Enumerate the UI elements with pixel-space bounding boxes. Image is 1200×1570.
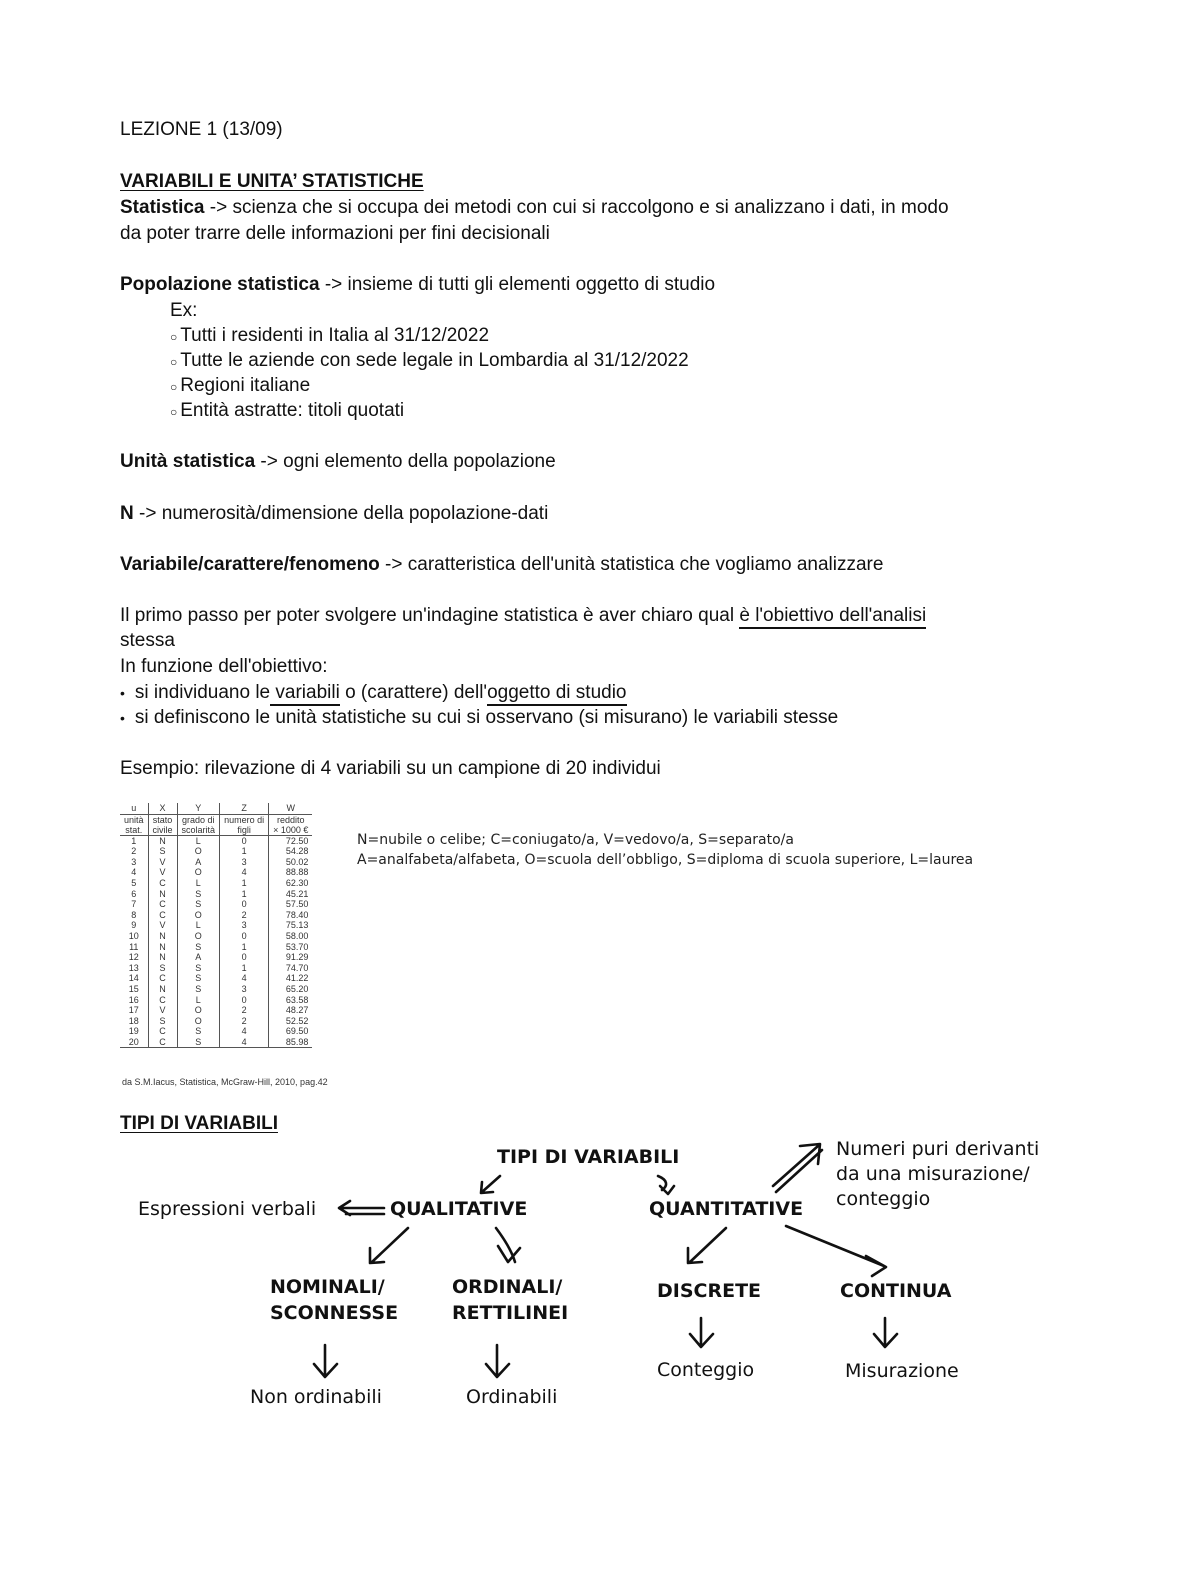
table-cell: 7 — [131, 899, 137, 910]
table-cell: C — [148, 973, 177, 984]
statistica-def-line1: -> scienza che si occupa dei metodi con cui si raccolgono e si analizzano i dati, in modo — [204, 197, 949, 218]
col-header-line: reddito — [276, 814, 305, 825]
lesson-title: LEZIONE 1 (13/09) — [120, 119, 283, 140]
circle-bullet-icon: ○ — [170, 405, 178, 419]
arrow-discrete-down — [690, 1318, 713, 1347]
n-def: -> numerosità/dimensione della popolazione-dati — [133, 503, 549, 524]
table-cell: 4 — [220, 1026, 269, 1037]
table-cell: S — [177, 984, 220, 995]
table-cell: S — [177, 963, 220, 974]
qualitative-note: Espressioni verbali — [138, 1198, 317, 1220]
table-cell: 69.50 — [269, 1026, 313, 1037]
ex-label: Ex: — [170, 300, 198, 321]
arrow-quant-continua — [786, 1226, 886, 1276]
ordinali-node-line: ORDINALI/ — [452, 1276, 563, 1298]
table-cell: N — [148, 931, 177, 942]
table-cell: 52.52 — [269, 1016, 313, 1027]
table-cell: O — [177, 931, 220, 942]
table-cell: 4 — [220, 1037, 269, 1048]
table-cell: 57.50 — [269, 899, 313, 910]
col-symbol: X — [148, 803, 177, 814]
table-cell: 0 — [220, 931, 269, 942]
popolazione-def: -> insieme di tutti gli elementi oggetto di studio — [319, 274, 716, 295]
table-cell: 13 — [128, 962, 139, 973]
col-header-line: stato — [152, 814, 173, 825]
table-cell: 20 — [120, 1037, 148, 1048]
quantitative-note-line: Numeri puri derivanti — [836, 1138, 1040, 1160]
arrow-qual-nominali — [370, 1228, 408, 1263]
ordinali-note: Ordinabili — [466, 1386, 558, 1408]
quantitative-node: QUANTITATIVE — [649, 1198, 804, 1220]
table-source: da S.M.Iacus, Statistica, McGraw-Hill, 2010, pag.42 — [122, 1077, 328, 1087]
table-cell: C — [148, 995, 177, 1006]
table-cell: 1 — [220, 846, 269, 857]
statistica-def-line2: da poter trarre delle informazioni per fini decisionali — [120, 223, 550, 244]
arrow-quant-discrete — [688, 1228, 726, 1263]
table-cell: 75.13 — [269, 920, 313, 931]
legend-line-1: N=nubile o celibe; C=coniugato/a, V=vedovo/a, S=separato/a — [357, 832, 794, 848]
table-cell: 15 — [128, 983, 139, 994]
table-cell: 19 — [128, 1026, 139, 1037]
table-cell: 3 — [131, 856, 137, 867]
table-cell: 0 — [220, 899, 269, 910]
obiettivo-highlight: è l'obiettivo dell'analisi — [739, 605, 926, 629]
table-cell: S — [148, 963, 177, 974]
table-cell: 48.27 — [269, 1005, 313, 1016]
table-cell: V — [148, 920, 177, 931]
table-cell: 58.00 — [269, 931, 313, 942]
table-cell: V — [148, 857, 177, 868]
example-text: Entità astratte: titoli quotati — [180, 400, 405, 421]
table-cell: S — [148, 1016, 177, 1027]
nominali-note: Non ordinabili — [250, 1386, 382, 1408]
statistica-term: Statistica — [120, 197, 205, 218]
arrow-qualitative-note — [339, 1201, 384, 1215]
variabile-def: -> caratteristica dell'unità statistica che vogliamo analizzare — [379, 554, 884, 575]
table-cell: 63.58 — [269, 995, 313, 1006]
col-header-line: stat. — [125, 824, 143, 835]
table-cell: 72.50 — [269, 835, 313, 846]
table-cell: A — [177, 857, 220, 868]
table-cell: C — [148, 1037, 177, 1048]
col-header-line: grado di — [182, 814, 215, 825]
arrow-continua-down — [874, 1318, 897, 1347]
table-cell: 65.20 — [269, 984, 313, 995]
table-cell: S — [148, 846, 177, 857]
arrow-ordinali-down — [486, 1345, 509, 1377]
table-cell: C — [148, 899, 177, 910]
example-text: Tutti i residenti in Italia al 31/12/2022 — [180, 325, 490, 346]
table-cell: 4 — [131, 867, 137, 878]
table-cell: L — [177, 995, 220, 1006]
table-cell: O — [177, 1016, 220, 1027]
funzione-label: In funzione dell'obiettivo: — [120, 656, 328, 677]
table-cell: 78.40 — [269, 910, 313, 921]
table-cell: C — [148, 878, 177, 889]
continua-node: CONTINUA — [840, 1280, 952, 1302]
discrete-note: Conteggio — [657, 1359, 755, 1381]
circle-bullet-icon: ○ — [170, 355, 178, 369]
legend-line-2: A=analfabeta/alfabeta, O=scuola dell’obbligo, S=diploma di scuola superiore, L=laurea — [357, 852, 974, 868]
unita-term: Unità statistica — [120, 451, 256, 472]
circle-bullet-icon: ○ — [170, 330, 178, 344]
table-cell: 1 — [131, 835, 137, 846]
table-cell: O — [177, 910, 220, 921]
arrow-nominali-down — [314, 1345, 337, 1377]
circle-bullet-icon: ○ — [170, 380, 178, 394]
table-cell: S — [177, 889, 220, 900]
bullet2-text: si definiscono le unità statistiche su cui si osservano (si misurano) le variabili stesse — [134, 707, 839, 728]
table-cell: 53.70 — [269, 942, 313, 953]
table-cell: 2 — [220, 910, 269, 921]
bullet-dot-icon: • — [120, 710, 125, 726]
table-cell: 4 — [220, 867, 269, 878]
table-cell: 9 — [131, 920, 137, 931]
table-cell: S — [177, 899, 220, 910]
table-cell: N — [148, 942, 177, 953]
table-cell: 10 — [128, 930, 139, 941]
table-cell: 50.02 — [269, 857, 313, 868]
table-cell: 45.21 — [269, 889, 313, 900]
table-cell: 62.30 — [269, 878, 313, 889]
table-cell: 74.70 — [269, 963, 313, 974]
example-text: Tutte le aziende con sede legale in Lombardia al 31/12/2022 — [180, 350, 689, 371]
table-cell: 0 — [220, 835, 269, 846]
table-cell: 14 — [128, 973, 139, 984]
variabile-term: Variabile/carattere/fenomeno — [120, 554, 380, 575]
table-cell: 0 — [220, 952, 269, 963]
table-cell: 17 — [128, 1005, 139, 1016]
table-cell: S — [177, 942, 220, 953]
popolazione-term: Popolazione statistica — [120, 274, 320, 295]
table-cell: O — [177, 1005, 220, 1016]
table-cell: 3 — [220, 920, 269, 931]
unita-def: -> ogni elemento della popolazione — [255, 451, 556, 472]
table-cell: 11 — [129, 941, 139, 952]
table-cell: O — [177, 846, 220, 857]
oggetto-highlight: oggetto di studio — [487, 682, 626, 706]
table-cell: 18 — [128, 1015, 139, 1026]
table-cell: O — [177, 867, 220, 878]
continua-note: Misurazione — [845, 1360, 959, 1382]
ordinali-node-line: RETTILINEI — [452, 1302, 569, 1324]
col-header-line: numero di — [224, 814, 265, 825]
table-cell: 12 — [128, 952, 139, 963]
n-term: N — [120, 503, 134, 524]
col-symbol: W — [269, 803, 313, 814]
primo-passo-text: Il primo passo per poter svolgere un'indagine statistica è aver chiaro qual — [120, 605, 740, 626]
table-cell: S — [177, 1026, 220, 1037]
table-cell: S — [177, 973, 220, 984]
col-header-line: unità — [124, 814, 144, 825]
col-symbol: Y — [177, 803, 220, 814]
table-cell: 5 — [131, 877, 137, 888]
primo-passo-continuation: stessa — [120, 630, 175, 651]
diagram-root: TIPI DI VARIABILI — [497, 1146, 680, 1168]
section-heading-variabili: VARIABILI E UNITA’ STATISTICHE — [120, 171, 424, 192]
example-text: Regioni italiane — [180, 375, 311, 396]
col-symbol: u — [120, 803, 148, 814]
table-cell: L — [177, 878, 220, 889]
col-header-line: scolarità — [181, 824, 216, 835]
table-cell: 2 — [131, 846, 137, 857]
esempio-line: Esempio: rilevazione di 4 variabili su un campione di 20 individui — [120, 758, 661, 779]
nominali-node-line: NOMINALI/ — [270, 1276, 385, 1298]
quantitative-note-line: da una misurazione/ — [836, 1163, 1030, 1185]
variabili-highlight: variabili — [270, 682, 340, 706]
table-cell: A — [177, 952, 220, 963]
arrow-root-quantitative — [658, 1176, 674, 1194]
table-cell: 6 — [131, 888, 137, 899]
table-cell: S — [177, 1037, 220, 1048]
col-header-line: civile — [152, 824, 173, 835]
table-cell: 2 — [220, 1016, 269, 1027]
table-cell: C — [148, 910, 177, 921]
table-cell: 3 — [220, 984, 269, 995]
discrete-node: DISCRETE — [657, 1280, 762, 1302]
table-cell: N — [148, 835, 177, 846]
table-cell: 8 — [131, 909, 137, 920]
table-cell: 85.98 — [269, 1037, 313, 1048]
table-cell: 1 — [220, 878, 269, 889]
table-cell: N — [148, 889, 177, 900]
table-cell: C — [148, 1026, 177, 1037]
col-symbol: Z — [220, 803, 269, 814]
table-cell: 1 — [220, 942, 269, 953]
bullet1-text-a: si individuano le — [134, 682, 271, 703]
table-cell: V — [148, 1005, 177, 1016]
table-cell: L — [177, 920, 220, 931]
table-cell: 16 — [128, 994, 139, 1005]
section-heading-tipi: TIPI DI VARIABILI — [120, 1113, 278, 1134]
qualitative-node: QUALITATIVE — [390, 1198, 528, 1220]
table-cell: 1 — [220, 889, 269, 900]
table-cell: 4 — [220, 973, 269, 984]
table-cell: 1 — [220, 963, 269, 974]
arrow-qual-ordinali — [496, 1228, 520, 1262]
table-cell: 54.28 — [269, 846, 313, 857]
arrow-root-qualitative — [481, 1176, 500, 1193]
table-cell: 3 — [220, 857, 269, 868]
bullet-dot-icon: • — [120, 685, 125, 701]
table-cell: L — [177, 835, 220, 846]
table-cell: 41.22 — [269, 973, 313, 984]
table-cell: V — [148, 867, 177, 878]
nominali-node-line: SCONNESSE — [270, 1302, 399, 1324]
quantitative-note-line: conteggio — [836, 1188, 931, 1210]
col-header-line: figli — [237, 824, 251, 835]
bullet1-text-c: o (carattere) dell' — [339, 682, 488, 703]
table-cell: 2 — [220, 1005, 269, 1016]
table-cell: 0 — [220, 995, 269, 1006]
table-cell: 91.29 — [269, 952, 313, 963]
table-cell: N — [148, 952, 177, 963]
table-cell: 88.88 — [269, 867, 313, 878]
table-cell: N — [148, 984, 177, 995]
col-header-line: × 1000 € — [273, 824, 309, 835]
arrow-quantitative-note — [773, 1144, 822, 1192]
